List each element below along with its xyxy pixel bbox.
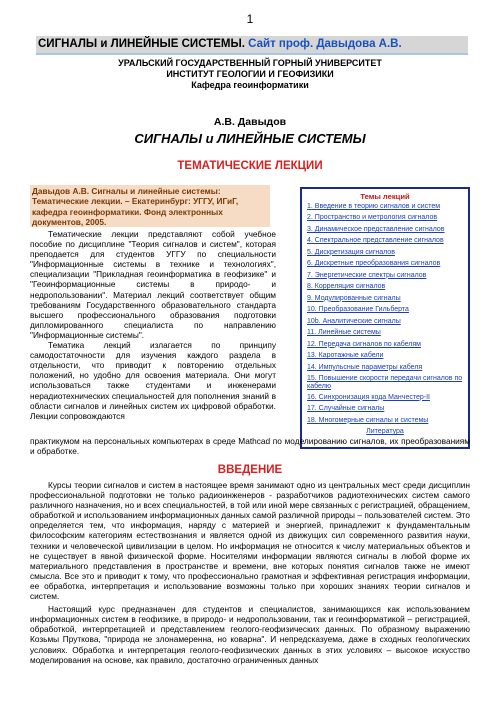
toc-literature-link[interactable]: Литература: [366, 428, 404, 436]
toc-link[interactable]: 2. Пространство и метрология сигналов: [307, 214, 438, 222]
description-paragraph: Тематические лекции представляют собой учебное пособие по дисциплине "Теория сигналов и систем", которая преподается для студентов УГГУ по специальности "Информационные системы в технике и технологиях", специализации "Прикладная геоинформатика в геофизике" и "Геоинформационные системы в природо- и недропользовании". Материал лекций соответствует общим требованиям Государственного образовательного стандарта высшего профессионального образования подготовки дипломированного специалиста по направлению "Информационные системы".: [30, 229, 276, 340]
toc-link[interactable]: 3. Динамическое представление сигналов: [307, 225, 445, 233]
toc-title: Темы лекций: [360, 192, 410, 201]
page-number: 1: [246, 12, 254, 26]
toc-link[interactable]: 4. Спектральное представление сигналов: [307, 237, 444, 245]
lecture-topics-box: [300, 187, 470, 449]
introduction-paragraph: Настоящий курс предназначен для студентов и специалистов, занимающихся как использованием информационных систем в геофизике, в природо- и недропользовании, так и геоинформатикой – регистрацией, обработкой, интерпретацией и представлением геолого-геофизических данных. По образному выражению Козьмы Пруткова, "природа не злонамеренна, но коварна". И непредсказуема, даже в сходных геологических условиях. Обработка и интерпретация геолого-геофизических данных в этих условиях – высокое искусство моделирования на основе, как правило, достаточно ограниченных данных: [30, 604, 470, 665]
toc-link[interactable]: 14. Импульсные параметры кабеля: [307, 363, 423, 371]
institution-block: [0, 58, 500, 91]
header-banner: [36, 36, 468, 55]
toc-link[interactable]: 16. Синхронизация кода Манчестер-II: [307, 393, 430, 401]
university-name: УРАЛЬСКИЙ ГОСУДАРСТВЕННЫЙ ГОРНЫЙ УНИВЕРСИТЕТ: [118, 58, 382, 68]
department-name: Кафедра геоинформатики: [191, 80, 309, 90]
institute-name: ИНСТИТУТ ГЕОЛОГИИ И ГЕОФИЗИКИ: [166, 69, 334, 79]
toc-link[interactable]: 7. Энергетические спектры сигналов: [307, 271, 427, 279]
description-continuation: практикумом на персональных компьютерах в среде Mathcad по моделированию сигналов, их преобразованиям и обработке.: [30, 436, 470, 457]
toc-link[interactable]: 1. Введение в теорию сигналов и систем: [307, 203, 441, 210]
introduction-body: [30, 480, 470, 665]
toc-link[interactable]: 13. Каротажные кабели: [307, 352, 384, 360]
toc-link[interactable]: 15. Повышение скорости передачи сигналов по кабелю: [307, 375, 463, 391]
citation-box: Давыдов А.В. Сигналы и линейные системы: Тематические лекции. – Екатеринбург: УГГУ, ИГиГ, кафедра геоинформатики. Фонд электронных документов, 2005.: [30, 185, 270, 227]
introduction-heading: ВВЕДЕНИЕ: [217, 464, 283, 476]
document-subtitle: ТЕМАТИЧЕСКИЕ ЛЕКЦИИ: [177, 160, 323, 172]
toc-list: [302, 203, 468, 425]
description-column: [30, 229, 276, 421]
site-link[interactable]: Сайт проф. Давыдова А.В.: [248, 38, 402, 50]
toc-link[interactable]: 6. Дискретные преобразования сигналов: [307, 260, 441, 268]
document-title: СИГНАЛЫ и ЛИНЕЙНЫЕ СИСТЕМЫ: [134, 131, 366, 146]
toc-link[interactable]: 10. Преобразование Гильберта: [307, 306, 409, 314]
toc-link[interactable]: 5. Дискретизация сигналов: [307, 248, 395, 256]
banner-title: СИГНАЛЫ и ЛИНЕЙНЫЕ СИСТЕМЫ.: [38, 38, 245, 50]
description-paragraph: Тематика лекций излагается по принципу самодостаточности для изучения каждого раздела в отдельности, что приводит к повторению отдельных положений, но удобно для освоения материала. Они могут использоваться также студентами и инженерами нерадиотехнических специальностей для пополнения знаний в области сигналов и линейных систем их цифровой обработки. Лекции сопровождаются: [30, 340, 276, 421]
toc-link[interactable]: 10b. Аналитические сигналы: [307, 317, 401, 325]
toc-link[interactable]: 12. Передача сигналов по кабелям: [307, 340, 421, 348]
toc-link[interactable]: 11. Линейные системы: [307, 329, 381, 337]
author-name: А.В. Давыдов: [213, 116, 287, 128]
toc-link[interactable]: 17. Случайные сигналы: [307, 405, 385, 413]
toc-link[interactable]: 9. Модулированные сигналы: [307, 294, 401, 302]
introduction-paragraph: Курсы теории сигналов и систем в настоящее время занимают одно из центральных мест среди дисциплин профессиональной подготовки не только радиоинженеров - разработчиков радиотехнических систем самого различного назначения, но и всех специальностей, в той или иной мере связанных с регистрацией, обращением, обработкой и использованием информационных данных самой различной природы – пользователей систем. Это определяется тем, что информация, наряду с материей и энергией, принадлежит к фундаментальным философским категориям естествознания и является одной из движущих сил современного развития науки, техники и человеческой цивилизации в целом. Но информация не относится к числу материальных объектов и не существует в явной физической форме. Носителями информации являются сигналы в любой форме их материального представления в пространстве и времени, вне которых понятия сигналов также не имеют смысла. Все это и приводит к тому, что профессионально грамотная и эффективная регистрация информации, ее обработка, интерпретация и использование возможны только при хороших знаниях теории сигналов и систем.: [30, 480, 470, 602]
toc-link[interactable]: 8. Корреляция сигналов: [307, 283, 386, 291]
toc-link[interactable]: 18. Многомерные сигналы и системы: [307, 416, 429, 424]
